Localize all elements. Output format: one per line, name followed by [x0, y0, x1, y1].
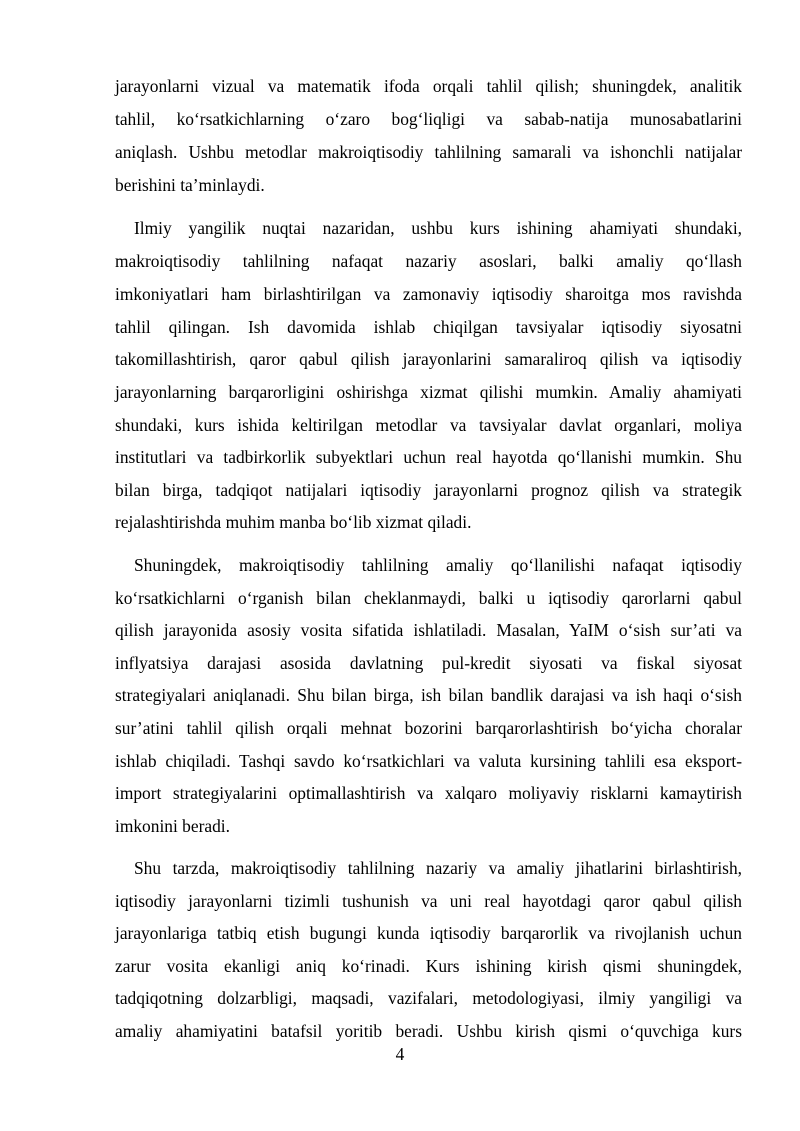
- text-line: rejalashtirishda muhim manba bo‘lib xizmat qiladi.: [115, 512, 472, 532]
- text-line: institutlari va tadbirkorlik subyektlari uchun real hayotda qo‘llanishi mumkin. Shu: [115, 447, 742, 467]
- text-line: aniqlash. Ushbu metodlar makroiqtisodiy tahlilning samarali va ishonchli natijalar: [115, 142, 742, 162]
- text-line: amaliy ahamiyatini batafsil yoritib beradi. Ushbu kirish qismi o‘quvchiga kurs: [115, 1021, 742, 1041]
- text-line: tahlil qilingan. Ish davomida ishlab chiqilgan tavsiyalar iqtisodiy siyosatni: [115, 317, 742, 337]
- text-line: jarayonlariga tatbiq etish bugungi kunda iqtisodiy barqarorlik va rivojlanish uchun: [115, 923, 742, 943]
- text-line: bilan birga, tadqiqot natijalari iqtisodiy jarayonlarni prognoz qilish va strategik: [115, 480, 742, 500]
- text-line: jarayonlarni vizual va matematik ifoda orqali tahlil qilish; shuningdek, analitik: [115, 76, 742, 96]
- text-line: imkoniyatlari ham birlashtirilgan va zamonaviy iqtisodiy sharoitga mos ravishda: [115, 284, 742, 304]
- text-line: sur’atini tahlil qilish orqali mehnat bozorini barqarorlashtirish bo‘yicha choralar: [115, 718, 742, 738]
- text-line: shundaki, kurs ishida keltirilgan metodlar va tavsiyalar davlat organlari, moliya: [115, 415, 742, 435]
- text-line: zarur vosita ekanligi aniq ko‘rinadi. Kurs ishining kirish qismi shuningdek,: [115, 956, 742, 976]
- text-line: Shu tarzda, makroiqtisodiy tahlilning nazariy va amaliy jihatlarini birlashtirish,: [134, 858, 742, 878]
- text-line: jarayonlarning barqarorligini oshirishga xizmat qilishi mumkin. Amaliy ahamiyati: [115, 382, 742, 402]
- text-line: ishlab chiqiladi. Tashqi savdo ko‘rsatkichlari va valuta kursining tahlili esa eksport-: [115, 751, 742, 771]
- text-line: import strategiyalarini optimallashtirish va xalqaro moliyaviy risklarni kamaytirish: [115, 783, 742, 803]
- page-number: 4: [395, 1044, 405, 1064]
- text-line: Shuningdek, makroiqtisodiy tahlilning amaliy qo‘llanilishi nafaqat iqtisodiy: [134, 555, 742, 575]
- text-line: tahlil, ko‘rsatkichlarning o‘zaro bog‘liqligi va sabab-natija munosabatlarini: [115, 109, 742, 129]
- text-line: qilish jarayonida asosiy vosita sifatida ishlatiladi. Masalan, YaIM o‘sish sur’ati va: [115, 620, 742, 640]
- text-line: ko‘rsatkichlarni o‘rganish bilan cheklanmaydi, balki u iqtisodiy qarorlarni qabul: [115, 588, 742, 608]
- text-line: tadqiqotning dolzarbligi, maqsadi, vazifalari, metodologiyasi, ilmiy yangiligi va: [115, 988, 742, 1008]
- text-line: makroiqtisodiy tahlilning nafaqat nazariy asoslari, balki amaliy qo‘llash: [115, 251, 742, 271]
- text-line: Ilmiy yangilik nuqtai nazaridan, ushbu kurs ishining ahamiyati shundaki,: [134, 218, 742, 238]
- text-line: strategiyalari aniqlanadi. Shu bilan birga, ish bilan bandlik darajasi va ish haqi o‘sish: [115, 685, 742, 705]
- text-line: inflyatsiya darajasi asosida davlatning pul-kredit siyosati va fiskal siyosat: [115, 653, 742, 673]
- text-line: takomillashtirish, qaror qabul qilish jarayonlarini samaraliroq qilish va iqtisodiy: [115, 349, 742, 369]
- text-line: berishini ta’minlaydi.: [115, 175, 265, 195]
- text-line: iqtisodiy jarayonlarni tizimli tushunish va uni real hayotdagi qaror qabul qilish: [115, 891, 742, 911]
- text-line: imkonini beradi.: [115, 816, 230, 836]
